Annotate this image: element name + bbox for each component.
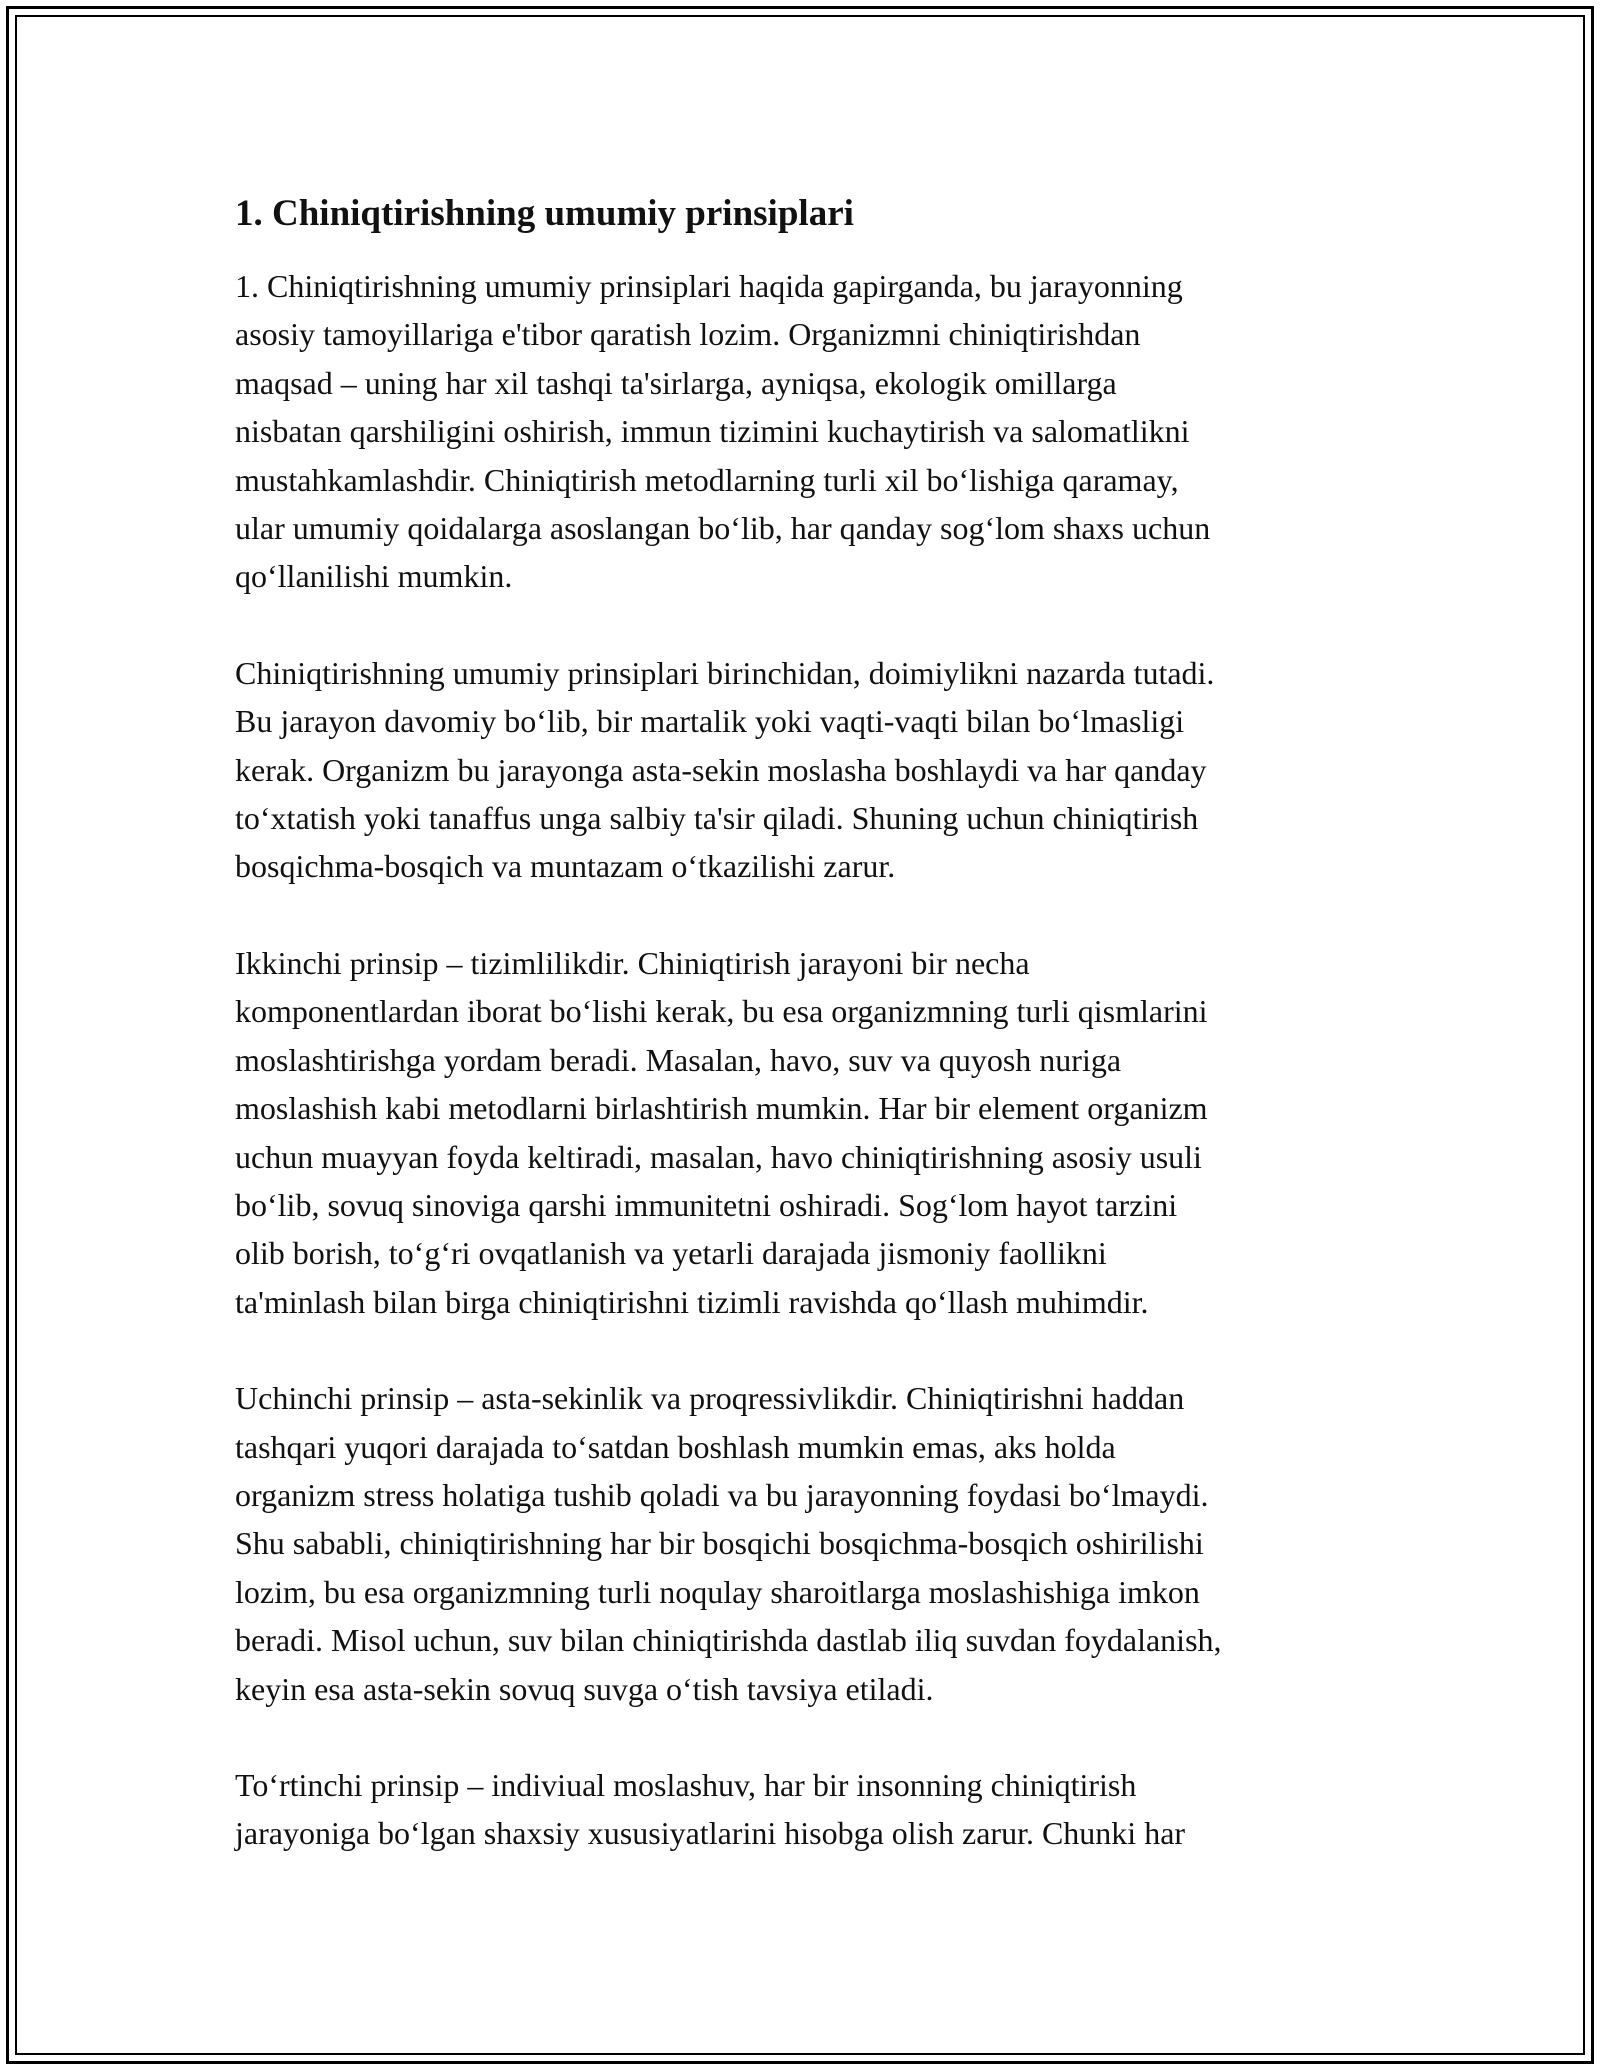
paragraph-second-principle: Ikkinchi prinsip – tizimlilikdir. Chiniqtirish jarayoni bir necha komponentlardan iborat boʻlishi kerak, bu esa organizmning turli qismlarini moslashtirishga yordam beradi. Masalan, havo, suv va quyosh nuriga moslashish kabi metodlarni birlashtirish mumkin. Har bir element organizm uchun muayyan foyda keltiradi, masalan, havo chiniqtirishning asosiy usuli boʻlib, sovuq sinoviga qarshi immunitetni oshiradi. Sogʻlom hayot tarzini olib borish, toʻgʻri ovqatlanish va yetarli darajada jismoniy faollikni ta'minlash bilan birga chiniqtirishni tizimli ravishda qoʻllash muhimdir. (235, 944, 1208, 1320)
paragraph-third-principle: Uchinchi prinsip – asta-sekinlik va proqressivlikdir. Chiniqtirishni haddan tashqari yuqori darajada toʻsatdan boshlash mumkin emas, aks holda organizm stress holatiga tushib qoladi va bu jarayonning foydasi boʻlmaydi. Shu sababli, chiniqtirishning har bir bosqichi bosqichma-bosqich oshirilishi lozim, bu esa organizmning turli noqulay sharoitlarga moslashishiga imkon beradi. Misol uchun, suv bilan chiniqtirishda dastlab iliq suvdan foydalanish, keyin esa asta-sekin sovuq suvga oʻtish tavsiya etiladi. (235, 1380, 1222, 1707)
paragraph-intro: 1. Chiniqtirishning umumiy prinsiplari haqida gapirganda, bu jarayonning asosiy tamoyillariga e'tibor qaratish lozim. Organizmni chiniqtirishdan maqsad – uning har xil tashqi ta'sirlarga, ayniqsa, ekologik omillarga nisbatan qarshiligini oshirish, immun tizimini kuchaytirish va salomatlikni mustahkamlashdir. Chiniqtirish metodlarning turli xil boʻlishiga qaramay, ular umumiy qoidalarga asoslangan boʻlib, har qanday sogʻlom shaxs uchun qoʻllanilishi mumkin. (235, 268, 1211, 595)
paragraph-fourth-principle: Toʻrtinchi prinsip – indiviual moslashuv, har bir insonning chiniqtirish jarayoniga boʻlgan shaxsiy xususiyatlarini hisobga olish zarur. Chunki har (235, 1766, 1186, 1852)
section-heading: 1. Chiniqtirishning umumiy prinsiplari (235, 193, 854, 234)
document-body (235, 186, 1375, 1906)
paragraph-first-principle: Chiniqtirishning umumiy prinsiplari birinchidan, doimiylikni nazarda tutadi. Bu jarayon davomiy boʻlib, bir martalik yoki vaqti-vaqti bilan boʻlmasligi kerak. Organizm bu jarayonga asta-sekin moslasha boshlaydi va har qanday toʻxtatish yoki tanaffus unga salbiy ta'sir qiladi. Shuning uchun chiniqtirish bosqichma-bosqich va muntazam oʻtkazilishi zarur. (235, 654, 1215, 885)
